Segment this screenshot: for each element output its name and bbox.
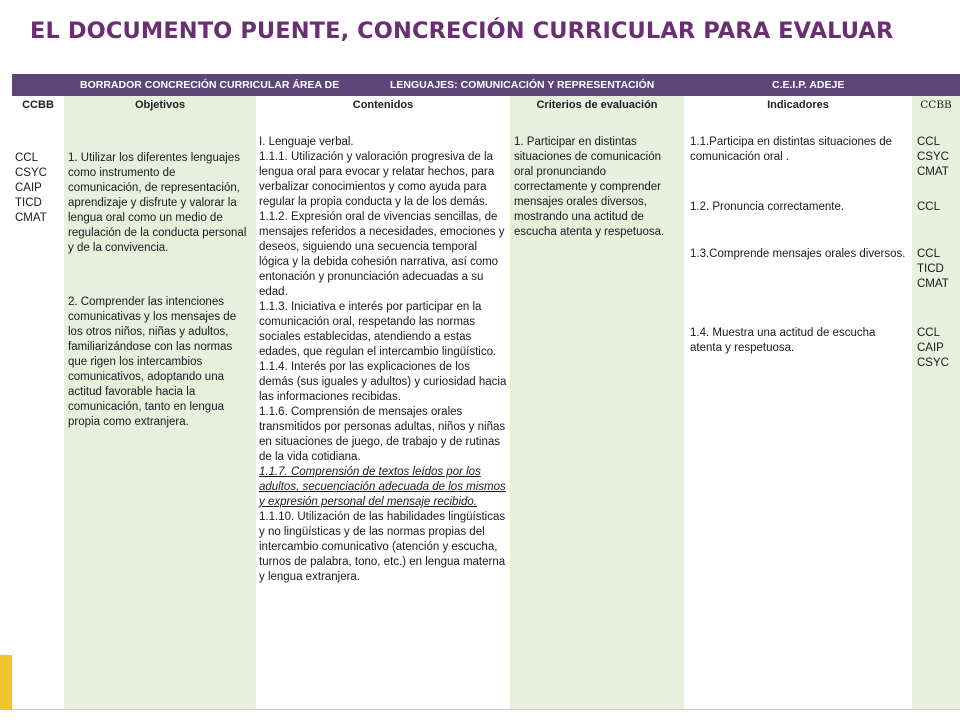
contenido-item-underlined: 1.1.7. Comprensión de textos leídos por los adultos, secuenciación adecuada de los mismos y expresión personal del mensaje recibido.: [259, 466, 506, 508]
objetivo-item: 2. Comprender las intenciones comunicativas y los mensajes de los otros niños, niñas y adultos, familiarizándose con las normas que rigen los intercambios comunicativos, adoptando una actitud favorable hacia la comunicación, tanto en lengua propia como extranjera.: [68, 296, 237, 428]
ccbb-right-group: [917, 326, 949, 371]
curriculum-table: [12, 96, 960, 709]
column-header-objetivos: Objetivos: [134, 99, 186, 111]
ccbb-code: CMAT: [917, 278, 949, 290]
ccbb-left-list: [15, 151, 47, 226]
column-ccbb-left: [12, 96, 64, 709]
table-bottom-border: [12, 709, 960, 710]
ccbb-right-group: [917, 135, 949, 180]
column-header-indicadores: Indicadores: [767, 99, 829, 111]
ccbb-code: CSYC: [15, 167, 47, 179]
contenido-heading: I. Lenguaje verbal.: [259, 136, 354, 148]
ccbb-code: CMAT: [917, 166, 949, 178]
ccbb-right-group: [917, 247, 949, 292]
contenidos-list: [259, 135, 507, 585]
ccbb-code: CCL: [917, 201, 941, 213]
ccbb-code: CSYC: [917, 357, 949, 369]
contenido-item: 1.1.2. Expresión oral de vivencias sencillas, de mensajes referidos a necesidades, emociones y deseos, siguiendo una secuencia temporal lógica y la debida cohesión narrativa, así como entonación y pronunciación adecuadas a su edad.: [259, 211, 505, 298]
ccbb-code: CAIP: [15, 182, 42, 194]
column-indicadores: [684, 96, 912, 709]
contenido-item: 1.1.1. Utilización y valoración progresiva de la lengua oral para evocar y relatar hechos, para verbalizar conocimientos y como ayuda para regular la propia conducta y la de los demás.: [259, 151, 495, 208]
indicador-item: 1.2. Pronuncia correctamente.: [690, 201, 845, 213]
ccbb-code: CCL: [917, 327, 941, 339]
ccbb-code: CSYC: [917, 151, 949, 163]
ccbb-code: TICD: [917, 263, 944, 275]
indicador-item: 1.3.Comprende mensajes orales diversos.: [690, 248, 906, 260]
ccbb-code: CCL: [917, 248, 941, 260]
ccbb-code: CMAT: [15, 212, 47, 224]
contenido-item: 1.1.10. Utilización de las habilidades lingüísticas y no lingüísticas y de las normas propias del intercambio comunicativo (atención y escucha, turnos de palabra, tono, etc.) en lengua materna y lengua extranjera.: [259, 511, 506, 583]
slide-title: EL DOCUMENTO PUENTE, CONCRECIÓN CURRICULAR PARA EVALUAR: [30, 18, 894, 44]
column-header-criterios: Criterios de evaluación: [536, 99, 658, 111]
column-criterios: [510, 96, 684, 709]
column-contenidos: [256, 96, 510, 709]
criterio-item: 1. Participar en distintas situaciones de comunicación oral pronunciando correctamente y comprender mensajes orales diversos, mostrando una actitud de escucha atenta y respetuosa.: [514, 136, 665, 238]
contenido-item: 1.1.4. Interés por las explicaciones de los demás (sus iguales y adultos) y curiosidad hacia las informaciones recibidas.: [259, 361, 507, 403]
column-header-ccbb-right: CCBB: [920, 99, 952, 111]
indicador-item: 1.4. Muestra una actitud de escucha atenta y respetuosa.: [690, 327, 876, 354]
indicador-item: 1.1.Participa en distintas situaciones de comunicación oral .: [690, 136, 893, 163]
curriculum-header-band: [12, 74, 960, 96]
contenido-item: 1.1.3. Iniciativa e interés por participar en la comunicación oral, respetando las normas sociales establecidas, atendiendo a estas edades, que regulan el intercambio lingüístico.: [259, 301, 497, 358]
ccbb-code: CCL: [15, 152, 39, 164]
column-header-ccbb-left: CCBB: [22, 99, 54, 111]
column-objetivos: [64, 96, 256, 709]
ccbb-code: CAIP: [917, 342, 944, 354]
column-header-contenidos: Contenidos: [352, 99, 414, 111]
ccbb-right-group: [917, 200, 940, 215]
column-ccbb-right: [912, 96, 960, 709]
ccbb-code: CCL: [917, 136, 941, 148]
header-band-school-label: C.E.I.P. ADEJE: [772, 79, 845, 91]
contenido-item: 1.1.6. Comprensión de mensajes orales transmitidos por personas adultas, niños y niñas en situaciones de juego, de trabajo y de rutinas de la vida cotidiana.: [259, 406, 506, 463]
objetivo-item: 1. Utilizar los diferentes lenguajes como instrumento de comunicación, de representación, aprendizaje y disfrute y valorar la lengua oral como un medio de regulación de la conducta personal y de la convivencia.: [68, 152, 247, 254]
decorative-left-bar: [0, 655, 12, 710]
ccbb-code: TICD: [15, 197, 42, 209]
header-band-area-label: LENGUAJES: COMUNICACIÓN Y REPRESENTACIÓN: [390, 79, 655, 91]
header-band-draft-label: BORRADOR CONCRECIÓN CURRICULAR ÁREA DE: [80, 79, 340, 91]
